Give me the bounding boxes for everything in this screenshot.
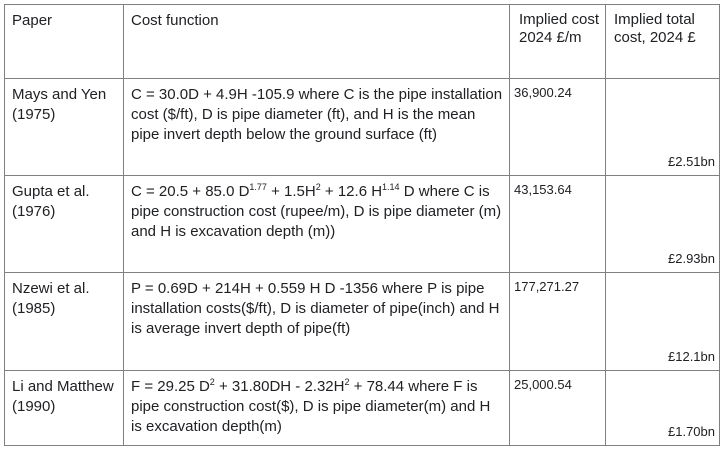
table-row: [5, 79, 720, 176]
implied-cost-cell: [510, 79, 606, 176]
implied-cost-cell: [510, 176, 606, 273]
header-cell-implied-total: [606, 5, 720, 79]
formula-exponent: 1.77: [249, 182, 267, 192]
cost-function-text: C = 30.0D + 4.9H -105.9 where C is the pipe installation cost ($/ft), D is pipe diameter (ft), and H is the mean pipe invert depth below the ground surface (ft): [131, 86, 503, 143]
formula-part: + 78.44 where F is pipe construction cost($), D is pipe diameter(m) and H is excavation depth(m): [131, 378, 491, 435]
cost-function-text: [124, 176, 509, 242]
cost-function-text: [124, 371, 509, 437]
implied-total-cell: [606, 176, 720, 273]
header-implied-total: Implied total cost, 2024 £: [614, 11, 696, 46]
implied-cost-value: 36,900.24: [514, 85, 572, 100]
header-cell-cost-function: [124, 5, 510, 79]
paper-name: Gupta et al. (1976): [12, 183, 90, 220]
cost-function-text: P = 0.69D + 214H + 0.559 H D -1356 where P is pipe installation costs($/ft), D is diameter of pipe(inch) and H is average invert depth of pipe(ft): [131, 280, 500, 337]
header-cost-function: Cost function: [131, 12, 219, 29]
header-cell-paper: [5, 5, 124, 79]
implied-total-value: £2.51bn: [668, 154, 715, 169]
cost-function-cell: [124, 273, 510, 371]
formula-part: + 12.6 H: [320, 183, 383, 200]
formula-part: + 1.5H: [266, 183, 316, 200]
implied-total-value: £12.1bn: [668, 349, 715, 364]
formula-part: D where C is pipe construction cost (rupee/m), D is pipe diameter (m) and H is excavation depth (m)): [131, 183, 502, 240]
header-paper: Paper: [12, 12, 53, 29]
paper-cell: [5, 273, 124, 371]
formula-exponent: 2: [209, 377, 215, 387]
implied-total-cell: [606, 79, 720, 176]
formula-exponent: 2: [344, 377, 350, 387]
formula-exponent: 1.14: [382, 182, 400, 192]
formula-part: + 31.80DH - 2.32H: [214, 378, 345, 395]
implied-cost-value: 25,000.54: [514, 377, 572, 392]
table-row: [5, 371, 720, 446]
implied-total-cell: [606, 371, 720, 446]
formula-exponent: 2: [315, 182, 321, 192]
implied-total-wrap: [606, 371, 719, 445]
header-row: [5, 5, 720, 79]
implied-cost-value: 177,271.27: [514, 279, 580, 294]
implied-cost-value: 43,153.64: [514, 182, 572, 197]
table-row: [5, 176, 720, 273]
implied-total-wrap: [606, 273, 719, 370]
implied-cost-cell: [510, 273, 606, 371]
paper-cell: [5, 371, 124, 446]
header-implied-cost: Implied cost 2024 £/m: [519, 11, 600, 46]
paper-name: Mays and Yen (1975): [12, 86, 107, 123]
cost-function-cell: [124, 79, 510, 176]
implied-total-value: £1.70bn: [668, 424, 715, 439]
paper-cell: [5, 79, 124, 176]
paper-name: Li and Matthew (1990): [12, 378, 114, 415]
implied-total-cell: [606, 273, 720, 371]
cost-function-cell: [124, 371, 510, 446]
header-cell-implied-cost: [510, 5, 606, 79]
formula-part: C = 20.5 + 85.0 D: [131, 183, 250, 200]
table-row: [5, 273, 720, 371]
implied-total-value: £2.93bn: [668, 251, 715, 266]
implied-total-wrap: [606, 79, 719, 175]
cost-function-cell: [124, 176, 510, 273]
formula-part: F = 29.25 D: [131, 378, 210, 395]
implied-total-wrap: [606, 176, 719, 272]
implied-cost-cell: [510, 371, 606, 446]
cost-comparison-table: [4, 4, 720, 446]
paper-name: Nzewi et al. (1985): [12, 280, 90, 317]
paper-cell: [5, 176, 124, 273]
